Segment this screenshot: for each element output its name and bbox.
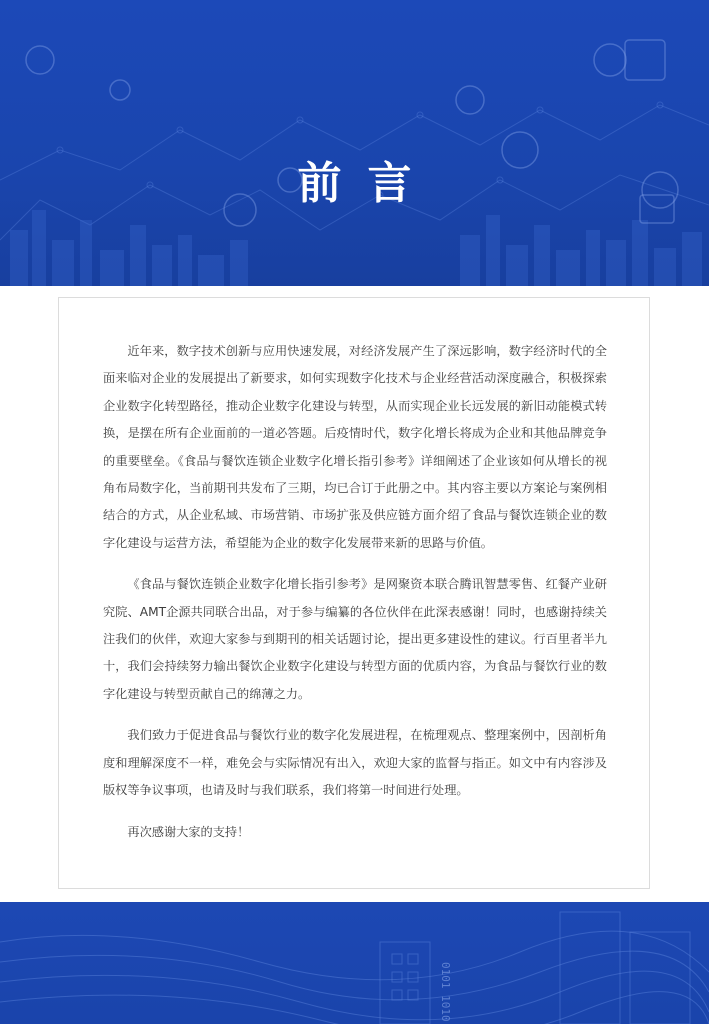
paragraph-1: 近年来，数字技术创新与应用快速发展，对经济发展产生了深远影响，数字经济时代的全面来临对企业的发展提出了新要求，如何实现数字化技术与企业经营活动深度融合，积极探索企业数字化转型路径，推动企业数字化建设与转型，从而实现企业长远发展的新旧动能模式转换，是摆在所有企业面前的一道必答题。后疫情时代，数字化增长将成为企业和其他品牌竞争的重要壁垒。《食品与餐饮连锁企业数字化增长指引参考》详细阐述了企业该如何从增长的视角布局数字化，当前期刊共发布了三期，均已合订于此册之中。其内容主要以方案论与案例相结合的方式，从企业私域、市场营销、市场扩张及供应链方面介绍了食品与餐饮连锁企业的数字化建设与运营方法，希望能为企业的数字化发展带来新的思路与价值。 bbox=[103, 344, 607, 550]
paragraph-3: 我们致力于促进食品与餐饮行业的数字化发展进程，在梳理观点、整理案例中，因剖析角度和理解深度不一样，难免会与实际情况有出入，欢迎大家的监督与指正。如文中有内容涉及版权等争议事项，也请及时与我们联系，我们将第一时间进行处理。 bbox=[103, 728, 607, 798]
foreword-content bbox=[103, 338, 607, 860]
footer-pattern bbox=[0, 902, 709, 1024]
header-banner bbox=[0, 0, 709, 286]
foreword-card bbox=[58, 297, 650, 889]
footer-digits: 0101 1010 bbox=[439, 962, 452, 1022]
paragraph-2: 《食品与餐饮连锁企业数字化增长指引参考》是网聚资本联合腾讯智慧零售、红餐产业研究院、AMT企源共同联合出品，对于参与编纂的各位伙伴在此深表感谢！同时，也感谢持续关注我们的伙伴，欢迎大家参与到期刊的相关话题讨论，提出更多建设性的建议。行百里者半九十，我们会持续努力输出餐饮企业数字化建设与转型方面的优质内容，为食品与餐饮行业的数字化建设与转型贡献自己的绵薄之力。 bbox=[103, 577, 607, 701]
page-title: 前言 bbox=[297, 158, 438, 209]
footer-banner bbox=[0, 902, 709, 1024]
paragraph-4: 再次感谢大家的支持！ bbox=[127, 824, 250, 839]
tech-pattern-background bbox=[0, 0, 709, 286]
